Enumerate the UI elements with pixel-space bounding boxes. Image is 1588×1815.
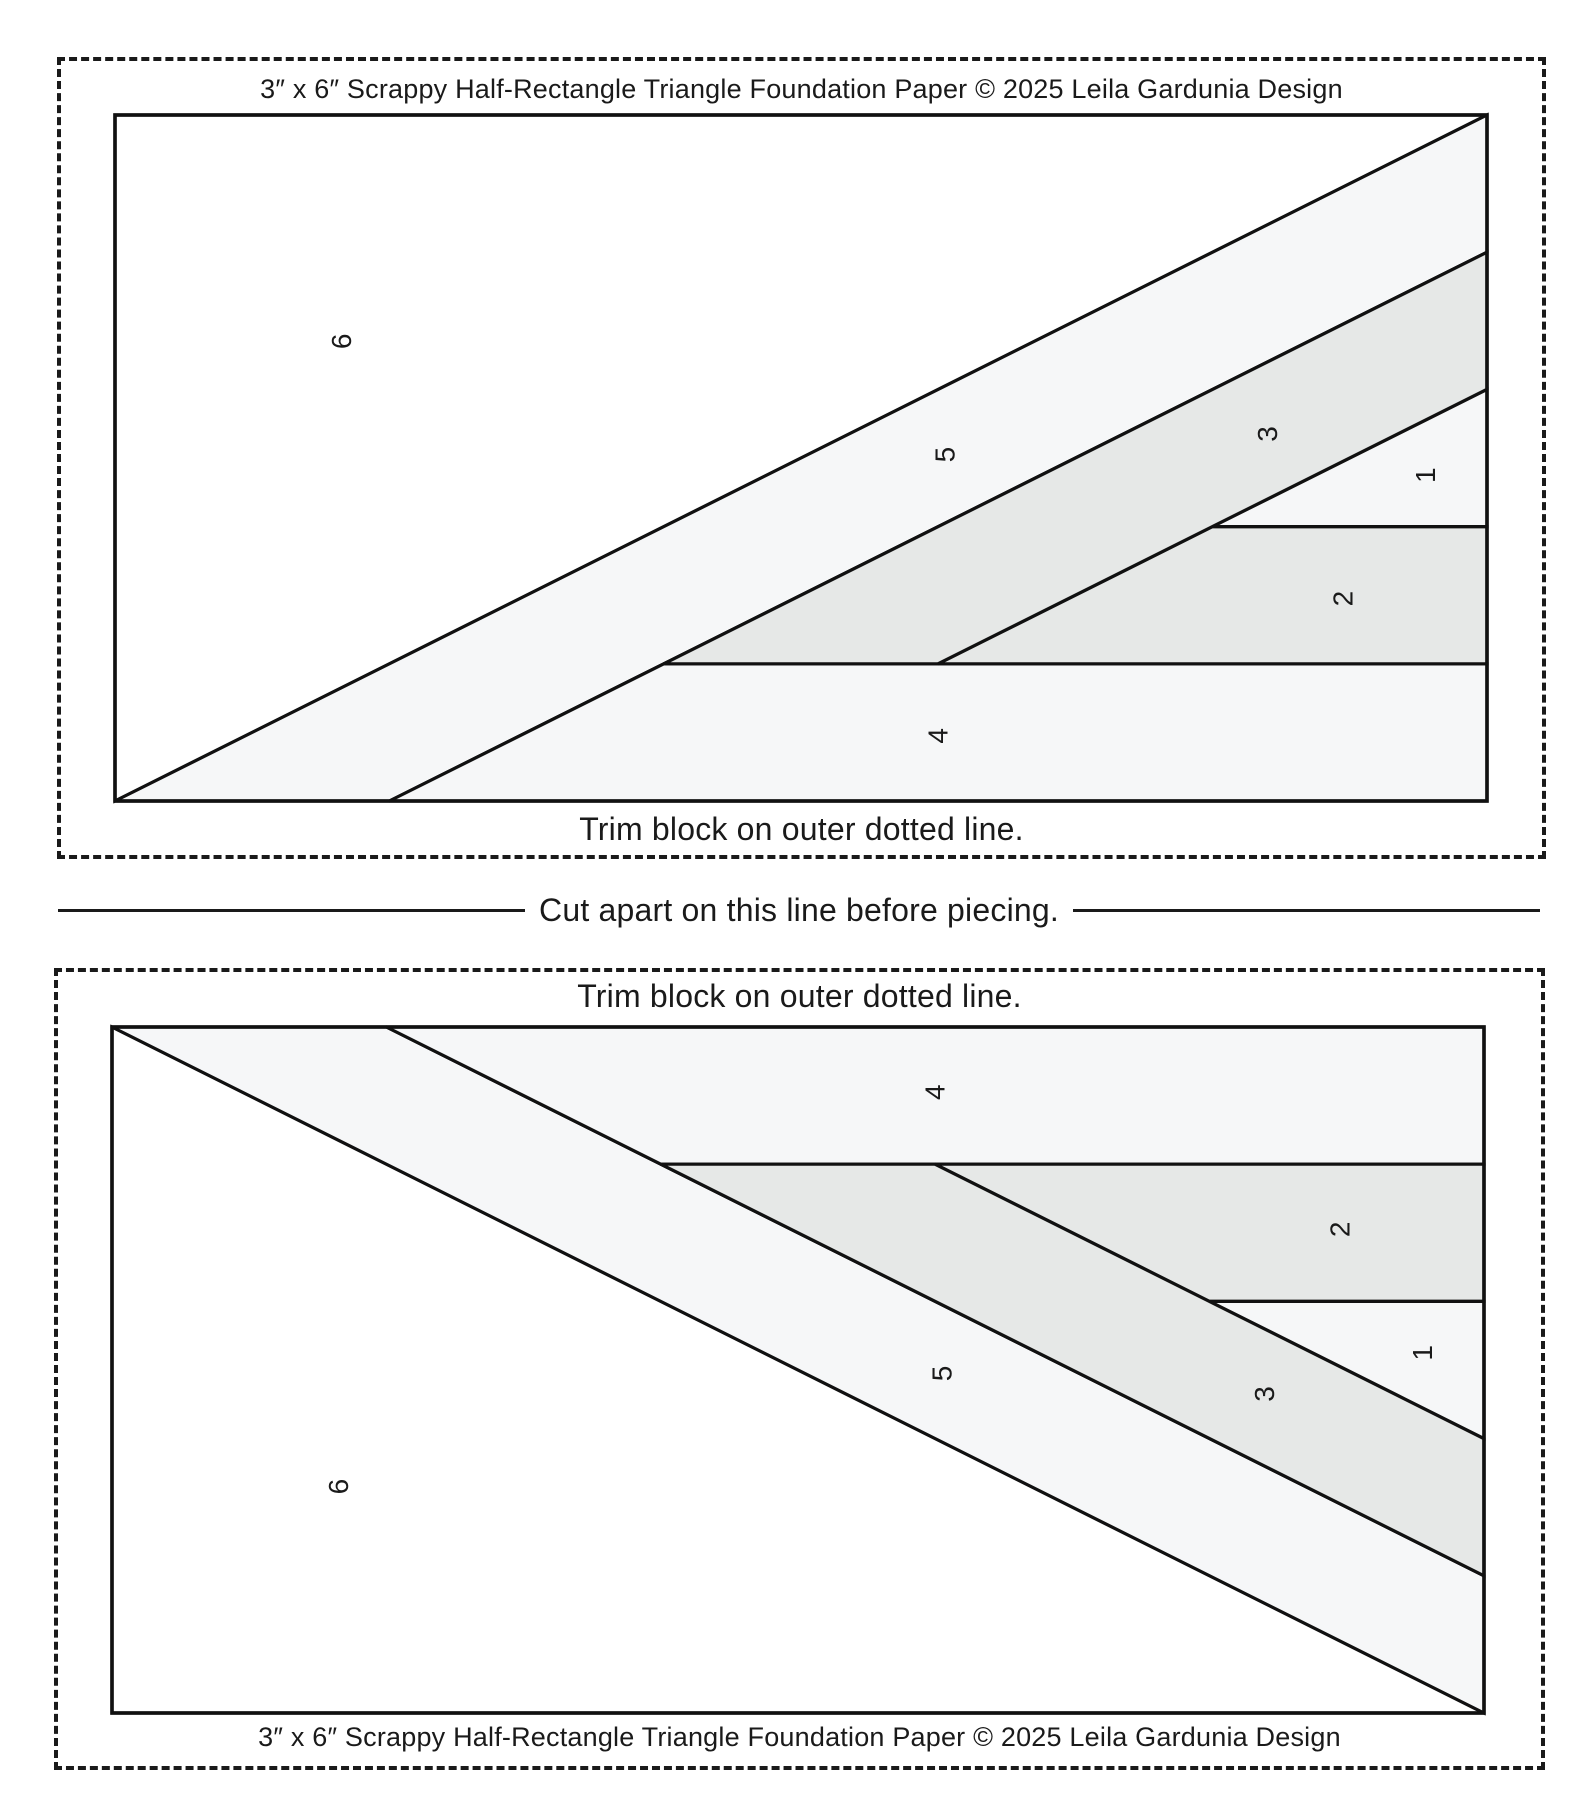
piece-number-6: 6	[322, 1478, 354, 1495]
piece-number-2: 2	[1327, 590, 1359, 607]
piece-number-5: 5	[926, 1365, 958, 1382]
piece-number-3: 3	[1251, 426, 1283, 442]
block-diagram-top	[115, 115, 1487, 801]
cut-apart-instruction: Cut apart on this line before piecing.	[539, 891, 1059, 928]
piece-number-3: 3	[1248, 1386, 1280, 1402]
pattern-header: 3″ x 6″ Scrappy Half-Rectangle Triangle Foundation Paper © 2025 Leila Gardunia Design	[260, 74, 1343, 104]
piece-number-6: 6	[325, 333, 357, 350]
trim-instruction: Trim block on outer dotted line.	[579, 811, 1024, 847]
piece-number-5: 5	[929, 446, 961, 463]
piece-number-1: 1	[1409, 467, 1441, 483]
piece-number-4: 4	[922, 728, 954, 744]
block-diagram-bottom	[112, 1027, 1484, 1713]
pattern-header: 3″ x 6″ Scrappy Half-Rectangle Triangle Foundation Paper © 2025 Leila Gardunia Design	[258, 1722, 1341, 1752]
piece-number-1: 1	[1406, 1345, 1438, 1361]
piece-number-2: 2	[1324, 1221, 1356, 1238]
trim-instruction: Trim block on outer dotted line.	[577, 978, 1022, 1014]
piece-number-4: 4	[919, 1084, 951, 1100]
